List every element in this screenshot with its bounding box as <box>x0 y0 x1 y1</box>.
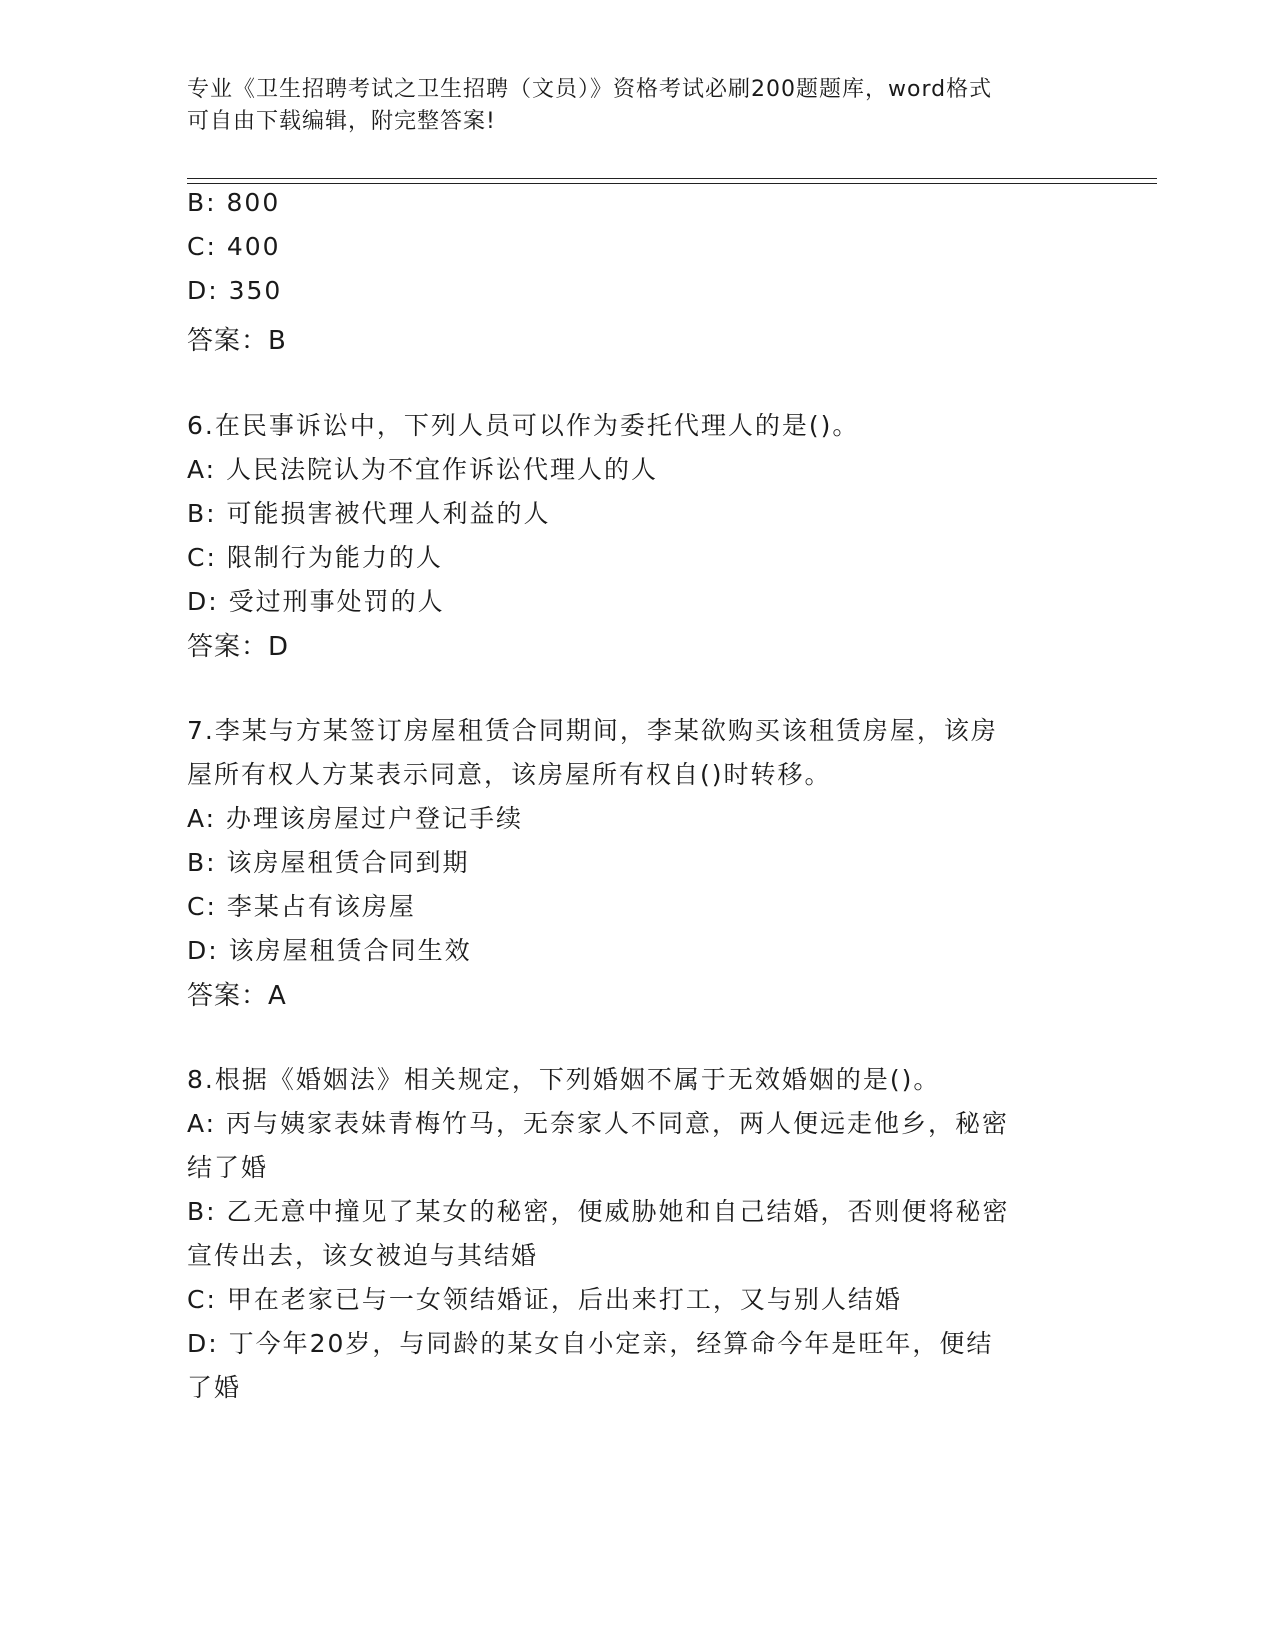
q7-question-line-1: 7.李某与方某签订房屋租赁合同期间，李某欲购买该租赁房屋，该房 <box>187 716 998 745</box>
q8-option-a-line-2: 结了婚 <box>187 1153 269 1182</box>
q8-option-c: C: 甲在老家已与一女领结婚证，后出来打工，又与别人结婚 <box>187 1285 902 1314</box>
q7-option-c: C: 李某占有该房屋 <box>187 892 416 921</box>
q8-question: 8.根据《婚姻法》相关规定，下列婚姻不属于无效婚姻的是()。 <box>187 1065 941 1094</box>
header-title-line-1: 专业《卫生招聘考试之卫生招聘（文员）》资格考试必刷200题题库，word格式 <box>187 77 993 102</box>
q5-option-d: D: 350 <box>187 276 283 305</box>
header-title-line-2: 可自由下载编辑，附完整答案! <box>187 109 496 134</box>
q6-question: 6.在民事诉讼中，下列人员可以作为委托代理人的是()。 <box>187 411 860 440</box>
q6-option-d: D: 受过刑事处罚的人 <box>187 587 445 616</box>
q6-option-a: A: 人民法院认为不宜作诉讼代理人的人 <box>187 455 659 484</box>
q8-option-b-line-1: B: 乙无意中撞见了某女的秘密，便威胁她和自己结婚，否则便将秘密 <box>187 1197 1010 1226</box>
q7-option-d: D: 该房屋租赁合同生效 <box>187 936 472 965</box>
q7-question-line-2: 屋所有权人方某表示同意，该房屋所有权自()时转移。 <box>187 760 832 789</box>
q5-option-c: C: 400 <box>187 232 281 261</box>
q6-option-c: C: 限制行为能力的人 <box>187 543 443 572</box>
q7-option-b: B: 该房屋租赁合同到期 <box>187 848 470 877</box>
q6-option-b: B: 可能损害被代理人利益的人 <box>187 499 551 528</box>
q7-option-a: A: 办理该房屋过户登记手续 <box>187 804 524 833</box>
q8-option-b-line-2: 宣传出去，该女被迫与其结婚 <box>187 1241 539 1270</box>
q8-option-d-line-1: D: 丁今年20岁，与同龄的某女自小定亲，经算命今年是旺年，便结 <box>187 1329 994 1358</box>
document-header <box>187 74 1067 138</box>
q8-option-d-line-2: 了婚 <box>187 1373 242 1402</box>
q7-answer: 答案：A <box>187 981 287 1011</box>
q5-answer: 答案：B <box>187 326 287 356</box>
q6-answer: 答案：D <box>187 632 290 662</box>
q8-option-a-line-1: A: 丙与姨家表妹青梅竹马，无奈家人不同意，两人便远走他乡，秘密 <box>187 1109 1010 1138</box>
header-divider-bottom <box>187 183 1157 184</box>
header-divider-top <box>187 178 1157 179</box>
q5-option-b: B: 800 <box>187 188 281 217</box>
